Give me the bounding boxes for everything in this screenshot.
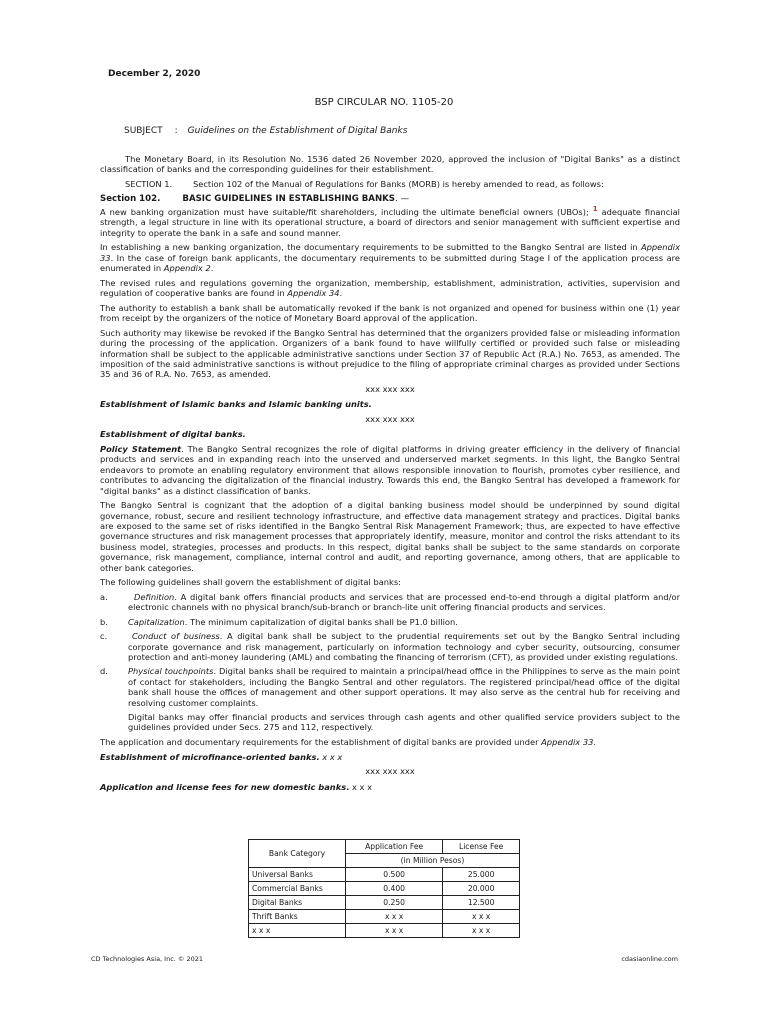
appendix-33-ref: Appendix 33 bbox=[100, 242, 681, 263]
item-text: . A digital bank offers financial products and services that are processed end-to-end through a digital platform and/or electronic channels with no physical branch/sub-branch or branch-lite unit offering financial products and services. bbox=[128, 591, 680, 613]
table-cell: 12.500 bbox=[443, 896, 520, 910]
subject-label: SUBJECT bbox=[124, 126, 163, 136]
omission-marker: xxx xxx xxx bbox=[365, 384, 415, 395]
circular-title: BSP CIRCULAR NO. 1105-20 bbox=[314, 97, 454, 108]
paragraph-appdoc bbox=[100, 737, 680, 747]
table-cell: 0.400 bbox=[346, 882, 443, 896]
footer-site-link[interactable]: cdasiaonline.com bbox=[621, 955, 678, 963]
microfinance-heading bbox=[100, 752, 680, 762]
item-letter: a. bbox=[100, 591, 108, 602]
item-label: Conduct of business bbox=[132, 631, 220, 642]
section-102-heading bbox=[100, 194, 680, 204]
micro-label: Establishment of microfinance-oriented banks. bbox=[100, 751, 320, 762]
appdoc-text: The application and documentary requirements for the establishment of digital banks are provided under bbox=[100, 736, 539, 747]
item-text: . Digital banks shall be required to maintain a principal/head office in the Philippines to serve as the main point of contact for stakeholders, including the Bangko Sentral and other regulators. The registered principal/head office of the digital bank shall house the offices of management and other support operations. It may also serve as the central hub for receiving and resolving customer complaints. bbox=[128, 666, 681, 708]
guideline-a bbox=[100, 592, 680, 613]
table-cell: 20.000 bbox=[443, 882, 520, 896]
table-cell: Digital Banks bbox=[249, 896, 346, 910]
fees-dot: . bbox=[346, 781, 350, 792]
table-row bbox=[249, 896, 520, 910]
paragraph-shareholders bbox=[100, 207, 680, 238]
table-cell: x x x bbox=[443, 924, 520, 938]
policy-text: . The Bangko Sentral recognizes the role of digital platforms in driving greater efficiency in the delivery of financial products and services and in expanding reach into the unserved and underserved market segments. In this light, the Bangko Sentral endeavors to promote an enabling regulatory environment that allows responsible innovation to flourish, promotes cyber resilience, and contributes to advancing the digitalization of the financial industry. Towards this end, the Bangko Sentral has developed a framework for "digital banks" as a distinct classification of banks. bbox=[100, 444, 681, 496]
guideline-b bbox=[100, 617, 680, 627]
item-text: . A digital bank shall be subject to the prudential requirements set out by the Bangko Sentral including corporate governance and risk management, particularly on information technology and cyber security, outsourcing, consumer protection and anti-money laundering (AML) and combating the financing of terrorism (CFT), as provided under existing regulations. bbox=[128, 631, 680, 662]
section-102-title: BASIC GUIDELINES IN ESTABLISHING BANKS bbox=[182, 193, 395, 204]
intro-paragraph: The Monetary Board, in its Resolution No. 1536 dated 26 November 2020, approved the inclusion of "Digital Banks" as a distinct classification of banks and the corresponding guidelines for their establishment. bbox=[100, 154, 680, 175]
appendix-2-ref: Appendix 2 bbox=[163, 263, 211, 274]
p2c-text: . bbox=[210, 263, 214, 274]
subject-text: Guidelines on the Establishment of Digital Banks bbox=[187, 126, 408, 136]
policy-label: Policy Statement bbox=[100, 444, 182, 455]
subject-colon: : bbox=[174, 126, 178, 136]
item-letter: c. bbox=[100, 631, 108, 642]
paragraph-cognizant: The Bangko Sentral is cognizant that the adoption of a digital banking business model should be underpinned by sound digital governance, robust, secure and resilient technology infrastructure, and effective data management strategy and practices. Digital banks are exposed to the same set of risks identified in the Bangko Sentral Risk Management Framework; thus, are expected to have effective governance structures and risk management processes that appropriately identify, measure, monitor and control the risks attendant to its business model, strategies, processes and products. In this respect, digital banks shall be subject to the same standards on corporate governance, risk management, compliance, internal control and audit, and reporting governance, among others, that are applicable to other bank categories. bbox=[100, 500, 680, 573]
table-row bbox=[249, 882, 520, 896]
fees-table bbox=[248, 839, 520, 938]
paragraph-documentary bbox=[100, 242, 680, 273]
guideline-d bbox=[100, 666, 680, 708]
table-cell: 0.250 bbox=[346, 896, 443, 910]
appendix-33-ref: Appendix 33 bbox=[541, 736, 594, 747]
fees-heading bbox=[100, 782, 680, 792]
appendix-34-ref: Appendix 34 bbox=[287, 288, 340, 299]
table-row bbox=[249, 868, 520, 882]
section-1 bbox=[125, 179, 680, 189]
paragraph-following: The following guidelines shall govern the establishment of digital banks: bbox=[100, 577, 401, 588]
table-cell: Commercial Banks bbox=[249, 882, 346, 896]
item-label: Capitalization bbox=[128, 616, 185, 627]
p2a-text: In establishing a new banking organization, the documentary requirements to be submitted to the Bangko Sentral are listed in bbox=[100, 242, 638, 253]
item-text: . The minimum capitalization of digital banks shall be P1.0 billion. bbox=[184, 616, 458, 627]
section-1-text: Section 102 of the Manual of Regulations for Banks (MORB) is hereby amended to read, as follows: bbox=[193, 179, 604, 189]
appdoc-end: . bbox=[593, 736, 597, 747]
section-102-label: Section 102. bbox=[100, 193, 161, 204]
paragraph-policy bbox=[100, 444, 680, 496]
item-label: Physical touchpoints bbox=[128, 666, 214, 677]
fees-label: Application and license fees for new domestic banks bbox=[100, 781, 347, 792]
omission-marker: xxx xxx xxx bbox=[365, 766, 415, 777]
header-cell: License Fee bbox=[443, 840, 520, 854]
document-body bbox=[100, 154, 680, 796]
p1-text: A new banking organization must have suitable/fit shareholders, including the ultimate beneficial owners (UBOs); bbox=[100, 207, 589, 217]
fees-omission: x x x bbox=[351, 781, 372, 792]
item-label: Definition bbox=[134, 591, 175, 602]
guideline-c bbox=[100, 631, 680, 662]
section-1-label: SECTION 1. bbox=[125, 179, 173, 189]
header-cell: Application Fee bbox=[346, 840, 443, 854]
p3a-text: The revised rules and regulations governing the organization, membership, establishment, administration, activities, supervision and regulation of cooperative banks are found in bbox=[100, 277, 680, 299]
unit-cell: (in Million Pesos) bbox=[346, 854, 520, 868]
paragraph-revocation: Such authority may likewise be revoked if the Bangko Sentral has determined that the organizers provided false or misleading information during the processing of the application. Organizers of a bank found to have willfully certified or provided such false or misleading information shall be subject to the applicable administrative sanctions under Section 37 of Republic Act (R.A.) No. 7653, as amended. The imposition of the said administrative sanctions is without prejudice to the filing of appropriate criminal charges as provided under Sections 35 and 36 of R.A. No. 7653, as amended. bbox=[100, 327, 680, 380]
item-letter: b. bbox=[100, 616, 108, 627]
table-cell: x x x bbox=[249, 924, 346, 938]
digital-heading: Establishment of digital banks. bbox=[100, 429, 246, 440]
table-cell: Universal Banks bbox=[249, 868, 346, 882]
document-date: December 2, 2020 bbox=[108, 69, 201, 79]
p2b-text: . In the case of foreign bank applicants, the documentary requirements to be submitted during Stage I of the application process are enumerated in bbox=[100, 252, 680, 274]
table-row bbox=[249, 910, 520, 924]
micro-omission: x x x bbox=[322, 751, 343, 762]
table-cell: x x x bbox=[346, 924, 443, 938]
table-cell: x x x bbox=[443, 910, 520, 924]
paragraph-cooperative bbox=[100, 278, 680, 299]
paragraph-authority: The authority to establish a bank shall be automatically revoked if the bank is not organized and opened for business within one (1) year from receipt by the organizers of the notice of Monetary Board approval of the application. bbox=[100, 302, 680, 324]
table-cell: 0.500 bbox=[346, 868, 443, 882]
table-cell: Thrift Banks bbox=[249, 910, 346, 924]
table-row bbox=[249, 924, 520, 938]
header-cell: Bank Category bbox=[249, 840, 346, 868]
table-header-row bbox=[249, 840, 520, 854]
footnote-ref[interactable]: 1 bbox=[592, 205, 598, 214]
table-cell: x x x bbox=[346, 910, 443, 924]
item-letter: d. bbox=[100, 666, 108, 677]
footer-copyright: CD Technologies Asia, Inc. © 2021 bbox=[91, 955, 204, 963]
guideline-d-sub: Digital banks may offer financial products and services through cash agents and other qualified service providers subject to the guidelines provided under Secs. 275 and 112, respectively. bbox=[128, 711, 680, 733]
table-cell: 25.000 bbox=[443, 868, 520, 882]
subject-line bbox=[124, 126, 407, 136]
p1b-text: adequate financial strength, a legal structure in line with its operational structure, a board of directors and senior management with sufficient expertise and integrity to operate the bank in a safe and sound manner. bbox=[100, 207, 680, 238]
section-102-dash: . — bbox=[395, 193, 410, 204]
islamic-heading: Establishment of Islamic banks and Islamic banking units. bbox=[100, 399, 372, 410]
p3b-text: . bbox=[339, 288, 343, 299]
omission-marker: xxx xxx xxx bbox=[365, 414, 415, 425]
